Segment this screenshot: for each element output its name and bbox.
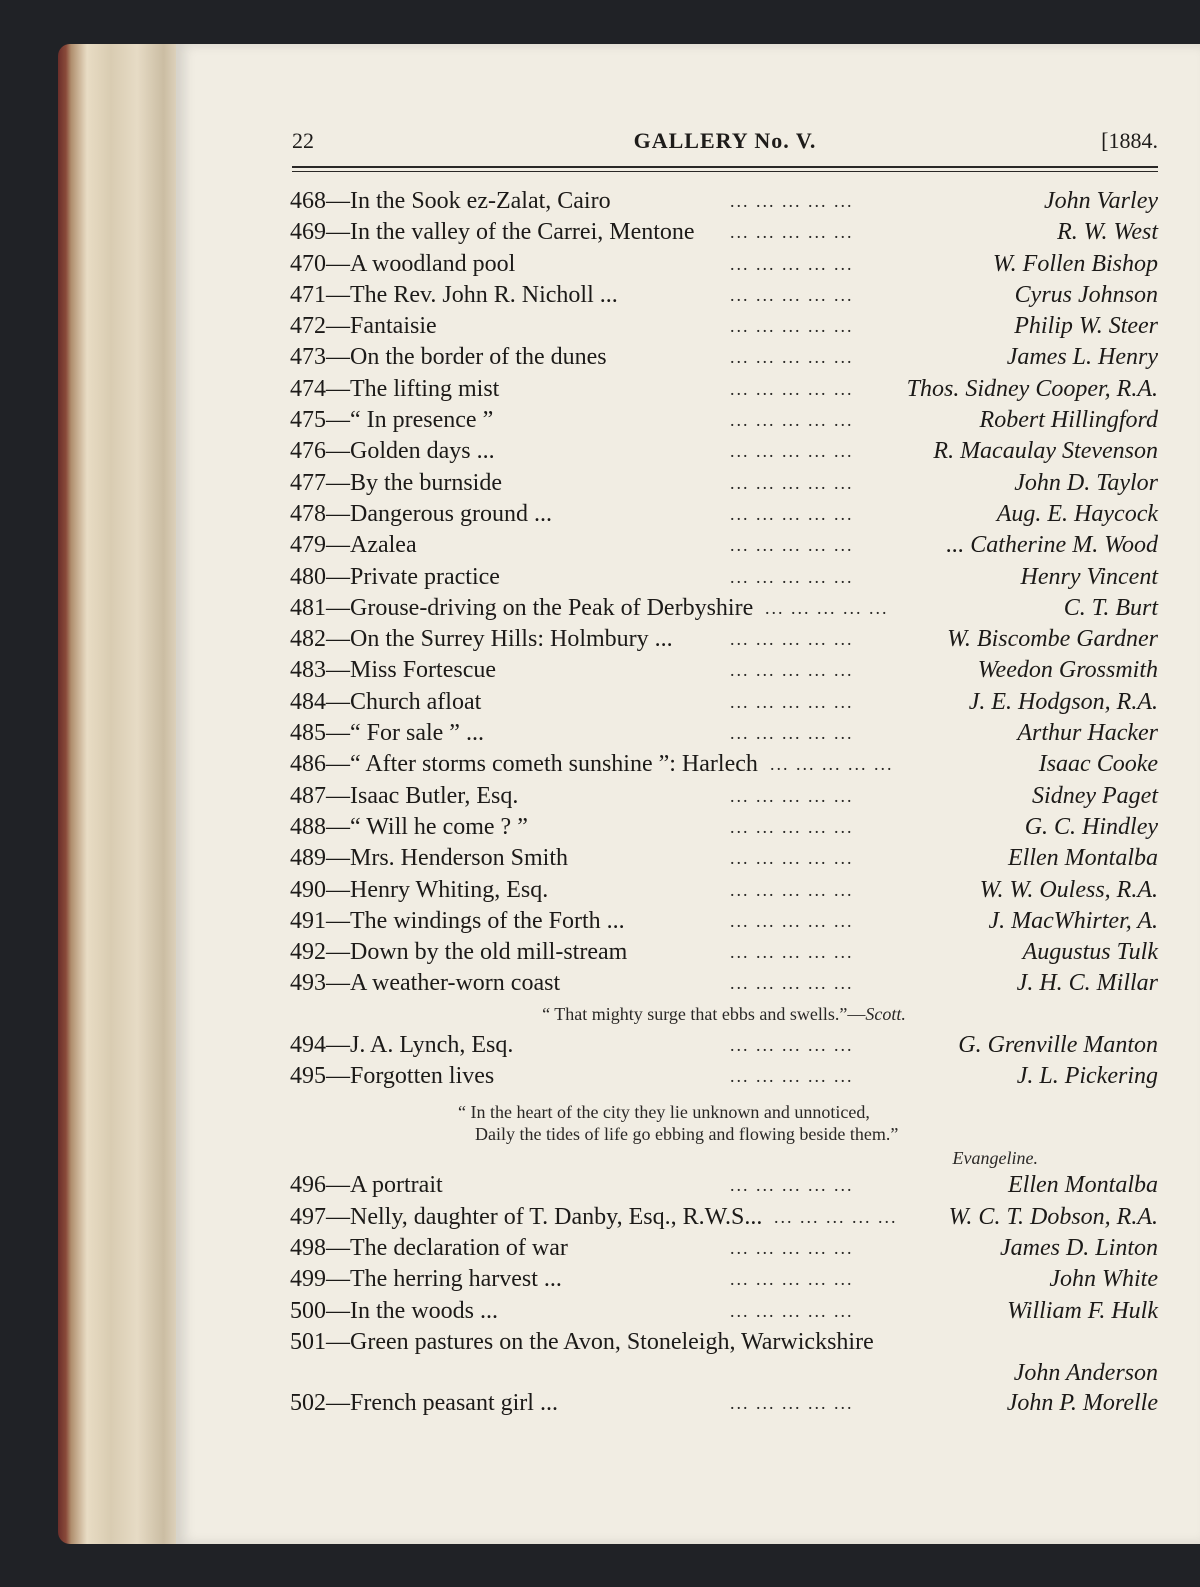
leader-dots: ... ... ... ... ... [730,1269,854,1290]
quote-line-2: Daily the tides of life go ebbing and flowing beside them.” [475,1124,899,1145]
entry-artist: Weedon Grossmith [977,657,1158,684]
entry-number: 479 [290,532,326,559]
leader-dots: ... ... ... ... ... [730,535,854,556]
book-page-edges [58,44,190,1544]
entry-title: “ In presence ” [350,407,494,434]
catalogue-entry: 494—J. A. Lynch, Esq. ... ... ... ... ... G. Grenville Manton [290,1030,1158,1061]
leader-dots: ... ... ... ... ... [730,347,854,368]
entry-artist: W. Follen Bishop [992,250,1158,277]
catalogue-entry: 471—The Rev. John R. Nicholl ... ... ... ... ... ... Cyrus Johnson [290,280,1158,311]
entry-artist: Arthur Hacker [1017,720,1158,747]
entry-number: 492 [290,939,326,966]
leader-dots: ... ... ... ... ... [730,973,854,994]
entry-title: Green pastures on the Avon, Stoneleigh, Warwickshire [350,1328,874,1355]
entry-number: 480 [290,563,326,590]
entry-title: “ For sale ” ... [350,720,484,747]
entry-number: 497 [290,1203,326,1230]
entry-number: 484 [290,688,326,715]
entry-number: 486 [290,751,326,778]
entry-artist: Sidney Paget [1032,782,1158,809]
catalogue-entry: 484—Church afloat ... ... ... ... ... J. E. Hodgson, R.A. [290,687,1158,718]
catalogue-entry: 479—Azalea ... ... ... ... ... ... Catherine M. Wood [290,530,1158,561]
quote-scott [290,1000,1158,1030]
entry-number: 473 [290,344,326,371]
entry-title: In the valley of the Carrei, Mentone [350,219,695,246]
catalogue-entry: 482—On the Surrey Hills: Holmbury ... ... ... ... ... ... W. Biscombe Gardner [290,624,1158,655]
leader-dots: ... ... ... ... ... [730,1066,854,1087]
leader-dots: ... ... ... ... ... [730,410,854,431]
leader-dots: ... ... ... ... ... [770,754,894,775]
entry-title: The herring harvest ... [350,1266,562,1293]
entry-title: Forgotten lives [350,1063,495,1090]
entry-artist: R. W. West [1057,219,1158,246]
quote-source: Scott. [865,1003,906,1024]
entry-artist: John Anderson [1013,1360,1158,1387]
catalogue-entries [290,186,1158,1419]
entry-artist: W. W. Ouless, R.A. [979,876,1158,903]
entry-title: Miss Fortescue [350,657,496,684]
entry-number: 489 [290,845,326,872]
entry-title: In the Sook ez-Zalat, Cairo [350,188,611,214]
leader-dots: ... ... ... ... ... [730,816,854,837]
catalogue-entry: 491—The windings of the Forth ... ... ... ... ... ... J. MacWhirter, A. [290,906,1158,937]
entry-number: 496 [290,1172,326,1199]
entry-title: A weather-worn coast [350,970,561,997]
entry-title: French peasant girl ... [350,1390,558,1417]
entry-title: “ Will he come ? ” [350,813,528,840]
entry-artist: J. H. C. Millar [1016,970,1158,997]
header-rule [292,166,1158,168]
leader-dots: ... ... ... ... ... [730,222,854,243]
entry-number: 477 [290,469,326,496]
leader-dots: ... ... ... ... ... [730,253,854,274]
entry-artist: C. T. Burt [1063,594,1158,621]
entry-title: The Rev. John R. Nicholl ... [350,281,618,308]
catalogue-entry: 490—Henry Whiting, Esq. ... ... ... ... ... W. W. Ouless, R.A. [290,875,1158,906]
leader-dots: ... ... ... ... ... [730,566,854,587]
entry-artist: James L. Henry [1006,344,1158,371]
leader-dots: ... ... ... ... ... [730,660,854,681]
leader-dots: ... ... ... ... ... [730,910,854,931]
entry-title: J. A. Lynch, Esq. [350,1031,514,1058]
entry-title: Isaac Butler, Esq. [350,782,519,809]
catalogue-entry: 475—“ In presence ” ... ... ... ... ... Robert Hillingford [290,405,1158,436]
entry-number: 487 [290,782,326,809]
catalogue-entry: 483—Miss Fortescue ... ... ... ... ... Weedon Grossmith [290,655,1158,686]
entry-number: 481 [290,594,326,621]
header-rule-thin [292,171,1158,172]
leader-dots: ... ... ... ... ... [730,503,854,524]
catalogue-entry: 501—Green pastures on the Avon, Stoneleigh, Warwickshire [290,1328,874,1355]
entry-artist: Ellen Montalba [1008,845,1158,872]
quote-evangeline [290,1092,1158,1170]
quote-line-1: “ In the heart of the city they lie unknown and unnoticed, [458,1102,870,1123]
entry-title: “ After storms cometh sunshine ”: Harlech [350,751,758,778]
entry-artist: W. C. T. Dobson, R.A. [948,1203,1158,1230]
entry-artist: Augustus Tulk [1022,939,1158,966]
catalogue-entry: 476—Golden days ... ... ... ... ... ... R. Macaulay Stevenson [290,436,1158,467]
entry-title: By the burnside [350,469,502,496]
entry-title: On the border of the dunes [350,344,607,371]
leader-dots: ... ... ... ... ... [730,629,854,650]
entry-number: 476 [290,438,326,465]
entry-number: 498 [290,1234,326,1261]
entry-number: 485 [290,720,326,747]
catalogue-entry: 473—On the border of the dunes ... ... ... ... ... James L. Henry [290,342,1158,373]
entry-number: 488 [290,813,326,840]
entry-number: 494 [290,1031,326,1058]
leader-dots: ... ... ... ... ... [730,441,854,462]
entry-title: The lifting mist [350,375,500,402]
entry-number: 490 [290,876,326,903]
catalogue-entry: 480—Private practice ... ... ... ... ... Henry Vincent [290,562,1158,593]
leader-dots: ... ... ... ... ... [730,1034,854,1055]
entry-title: Nelly, daughter of T. Danby, Esq., R.W.S... [350,1203,763,1230]
entry-number: 491 [290,907,326,934]
quote-source: Evangeline. [952,1148,1038,1169]
leader-dots: ... ... ... ... ... [774,1206,898,1227]
entry-number: 468 [290,188,326,214]
leader-dots: ... ... ... ... ... [730,472,854,493]
entry-number: 483 [290,657,326,684]
entry-number: 502 [290,1390,326,1417]
entry-number: 469 [290,219,326,246]
entry-title: In the woods ... [350,1297,498,1324]
entry-artist: James D. Linton [1000,1234,1158,1261]
catalogue-entry: 492—Down by the old mill-stream ... ... ... ... ... Augustus Tulk [290,937,1158,968]
entry-number: 501 [290,1328,326,1355]
leader-dots: ... ... ... ... ... [730,284,854,305]
catalogue-entry: 496—A portrait ... ... ... ... ... Ellen Montalba [290,1170,1158,1201]
catalogue-entry: 469—In the valley of the Carrei, Mentone ... ... ... ... ... R. W. West [290,217,1158,248]
entry-number: 482 [290,626,326,653]
leader-dots: ... ... ... ... ... [765,597,889,618]
entry-artist: Thos. Sidney Cooper, R.A. [906,375,1158,402]
leader-dots: ... ... ... ... ... [730,942,854,963]
catalogue-entry: 486—“ After storms cometh sunshine ”: Harlech ... ... ... ... ... Isaac Cooke [290,749,1158,780]
entry-artist: Aug. E. Haycock [996,500,1158,527]
leader-dots: ... ... ... ... ... [730,691,854,712]
page-header [292,128,1158,168]
catalogue-entry: 470—A woodland pool ... ... ... ... ... W. Follen Bishop [290,249,1158,280]
entry-artist: Ellen Montalba [1008,1172,1158,1199]
entry-title: Down by the old mill-stream [350,939,628,966]
catalogue-entry: 499—The herring harvest ... ... ... ... ... ... John White [290,1264,1158,1295]
entry-number: 478 [290,500,326,527]
entry-artist: J. L. Pickering [1016,1063,1158,1090]
entry-artist: John Varley [1044,188,1158,214]
leader-dots: ... ... ... ... ... [730,378,854,399]
leader-dots: ... ... ... ... ... [730,1237,854,1258]
entry-artist: W. Biscombe Gardner [947,626,1158,653]
catalogue-entry: 472—Fantaisie ... ... ... ... ... Philip W. Steer [290,311,1158,342]
leader-dots: ... ... ... ... ... [730,1300,854,1321]
page-number: 22 [292,128,314,153]
entry-artist: ... Catherine M. Wood [946,532,1158,559]
entry-title: Fantaisie [350,313,437,340]
leader-dots: ... ... ... ... ... [730,879,854,900]
leader-dots: ... ... ... ... ... [730,316,854,337]
catalogue-entry: 478—Dangerous ground ... ... ... ... ... ... Aug. E. Haycock [290,499,1158,530]
catalogue-entry: 489—Mrs. Henderson Smith ... ... ... ... ... Ellen Montalba [290,843,1158,874]
entry-number: 475 [290,407,326,434]
leader-dots: ... ... ... ... ... [730,1175,854,1196]
catalogue-entry: 495—Forgotten lives ... ... ... ... ... J. L. Pickering [290,1061,1158,1092]
catalogue-entry: 498—The declaration of war ... ... ... ... ... James D. Linton [290,1233,1158,1264]
catalogue-entry: 485—“ For sale ” ... ... ... ... ... ... Arthur Hacker [290,718,1158,749]
entry-title: A portrait [350,1172,443,1199]
entry-artist: John White [1049,1266,1158,1293]
catalogue-entry: 502—French peasant girl ... ... ... ... ... ... John P. Morelle [290,1388,1158,1419]
quote-text: “ That mighty surge that ebbs and swells.”— [542,1003,866,1024]
entry-artist: G. Grenville Manton [958,1031,1158,1058]
entry-title: A woodland pool [350,250,516,277]
entry-artist: Isaac Cooke [1038,751,1158,778]
entry-artist: J. MacWhirter, A. [988,907,1158,934]
leader-dots: ... ... ... ... ... [730,848,854,869]
entry-artist: Robert Hillingford [979,407,1158,434]
entry-artist: John D. Taylor [1014,469,1158,496]
entry-number: 499 [290,1266,326,1293]
entry-number: 495 [290,1063,326,1090]
catalogue-entry: 500—In the woods ... ... ... ... ... ... William F. Hulk [290,1296,1158,1327]
catalogue-entry: 497—Nelly, daughter of T. Danby, Esq., R.W.S... ... ... ... ... ... W. C. T. Dobson, R.A. [290,1202,1158,1233]
catalogue-entry: 481—Grouse-driving on the Peak of Derbyshire ... ... ... ... ... C. T. Burt [290,593,1158,624]
entry-number: 493 [290,970,326,997]
entry-title: The windings of the Forth ... [350,907,625,934]
entry-title: On the Surrey Hills: Holmbury ... [350,626,673,653]
entry-number: 474 [290,375,326,402]
entry-title: Mrs. Henderson Smith [350,845,568,872]
entry-title: The declaration of war [350,1234,568,1261]
entry-number: 470 [290,250,326,277]
catalogue-entry: 474—The lifting mist ... ... ... ... ... Thos. Sidney Cooper, R.A. [290,374,1158,405]
entry-number: 471 [290,281,326,308]
entry-title: Golden days ... [350,438,495,465]
leader-dots: ... ... ... ... ... [730,723,854,744]
entry-artist: Cyrus Johnson [1014,281,1158,308]
entry-title: Private practice [350,563,500,590]
page-title: GALLERY No. V. [633,128,817,153]
leader-dots: ... ... ... ... ... [730,785,854,806]
catalogue-entry: 487—Isaac Butler, Esq. ... ... ... ... ... Sidney Paget [290,781,1158,812]
entry-number: 472 [290,313,326,340]
entry-artist: R. Macaulay Stevenson [933,438,1158,465]
entry-title: Dangerous ground ... [350,500,552,527]
catalogue-entry: 468—In the Sook ez-Zalat, Cairo ... ... ... ... ... John Varley [290,186,1158,217]
entry-title: Church afloat [350,688,482,715]
entry-artist: G. C. Hindley [1024,813,1158,840]
entry-title: Grouse-driving on the Peak of Derbyshire [350,594,754,621]
leader-dots: ... ... ... ... ... [730,191,854,211]
entry-number: 500 [290,1297,326,1324]
entry-artist: J. E. Hodgson, R.A. [968,688,1158,715]
catalogue-entry: 488—“ Will he come ? ” ... ... ... ... ... G. C. Hindley [290,812,1158,843]
entry-title: Henry Whiting, Esq. [350,876,549,903]
entry-artist: Henry Vincent [1020,563,1158,590]
page-year: [1884. [1101,128,1158,153]
catalogue-entry: 477—By the burnside ... ... ... ... ... John D. Taylor [290,468,1158,499]
entry-artist: William F. Hulk [1007,1297,1158,1324]
entry-artist: Philip W. Steer [1014,313,1158,340]
entry-artist: John P. Morelle [1006,1390,1158,1417]
leader-dots: ... ... ... ... ... [730,1393,854,1414]
entry-title: Azalea [350,532,417,559]
catalogue-entry: 493—A weather-worn coast ... ... ... ... ... J. H. C. Millar [290,968,1158,999]
